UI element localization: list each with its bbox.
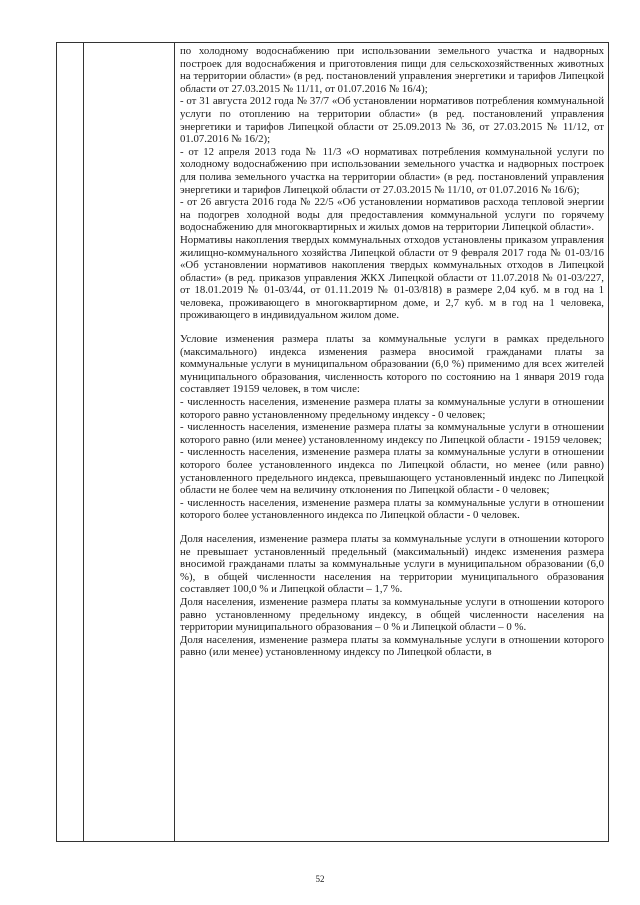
paragraph: - численность населения, изменение размера платы за коммунальные услуги в отношении которого более установленного индекса по Липецкой области - 0 человек. [180, 496, 604, 522]
paragraph: - от 31 августа 2012 года № 37/7 «Об установлении нормативов потребления коммунальной услуги по отоплению на территории области» (в ред. постановлений управления энергетики и тарифов Липецкой области от 25.09.2013 № 36, от 27.03.2015 № 11/12, от 01.07.2016 № 16/2); [180, 95, 604, 146]
paragraph: - от 12 апреля 2013 года № 11/3 «О нормативах потребления коммунальной услуги по холодному водоснабжению при использовании земельного участка и надворных построек для полива земельного участка на территории области» (в ред. постановлений управления энергетики и тарифов Липецкой области от 27.03.2015 № 11/10, от 01.07.2016 № 16/6); [180, 145, 604, 196]
paragraph: Условие изменения размера платы за коммунальные услуги в рамках предельного (максимального) индекса изменения размера вносимой гражданами платы за коммунальные услуги в муниципальном образовании (6,0 %) применимо для всех жителей муниципального образования, численность которого по состоянию на 1 января 2019 года составляет 19159 человек, в том числе: [180, 333, 604, 396]
paragraph: Доля населения, изменение размера платы за коммунальные услуги в отношении которого равно установленному предельному индексу, в общей численности населения на территории муниципального образования – 0 % и Липецкой области – 0 %. [180, 595, 604, 634]
number-column-cell [57, 43, 84, 842]
paragraph-gap [180, 522, 604, 533]
table-row [57, 43, 609, 842]
paragraph: - численность населения, изменение размера платы за коммунальные услуги в отношении которого более установленного индекса по Липецкой области, но менее (или равно) установленного предельного индекса, превышающего установленный индекс по Липецкой области не более чем на величину отклонения по Липецкой области - 0 человек; [180, 446, 604, 497]
paragraph: - от 26 августа 2016 года № 22/5 «Об установлении нормативов расхода тепловой энергии на подогрев холодной воды для предоставления коммунальной услуги по горячему водоснабжению для многоквартирных и жилых домов на территории Липецкой области». [180, 196, 604, 234]
body-text [180, 45, 604, 659]
indicator-column-cell [84, 43, 175, 842]
paragraph: - численность населения, изменение размера платы за коммунальные услуги в отношении которого равно (или менее) установленному индексу по Липецкой области - 19159 человек; [180, 421, 604, 446]
content-table [56, 42, 609, 842]
paragraph: по холодному водоснабжению при использовании земельного участка и надворных построек для водоснабжения и приготовления пищи для сельскохозяйственных животных на территории области» (в ред. постановлений управления энергетики и тарифов Липецкой области от 27.03.2015 № 11/11, от 01.07.2016 № 16/4); [180, 45, 604, 95]
paragraph: Нормативы накопления твердых коммунальных отходов установлены приказом управления жилищно-коммунального хозяйства Липецкой области от 9 февраля 2017 года № 01-03/16 «Об установлении нормативов накопления твердых коммунальных отходов в Липецкой области» (в ред. приказов управления ЖКХ Липецкой области от 11.07.2018 № 01-03/227, от 18.01.2019 № 01-03/44, от 01.11.2019 № 01-03/818) в размере 2,04 куб. м в год на 1 человека, проживающего в многоквартирном доме, и 2,7 куб. м в год на 1 человека, проживающего в индивидуальном жилом доме. [180, 233, 604, 322]
paragraph: Доля населения, изменение размера платы за коммунальные услуги в отношении которого равно (или менее) установленному индексу по Липецкой области, в [180, 633, 604, 659]
paragraph-gap [180, 322, 604, 333]
text-column-cell [175, 43, 609, 842]
paragraph: - численность населения, изменение размера платы за коммунальные услуги в отношении которого равно установленному предельному индексу - 0 человек; [180, 396, 604, 421]
page-number: 52 [315, 874, 325, 884]
paragraph: Доля населения, изменение размера платы за коммунальные услуги в отношении которого не превышает установленный предельный (максимальный) индекс изменения размера вносимой гражданами платы за коммунальные услуги в муниципальном образовании (6,0 %), в общей численности населения на территории муниципального образования составляет 100,0 % и Липецкой области – 1,7 %. [180, 532, 604, 596]
